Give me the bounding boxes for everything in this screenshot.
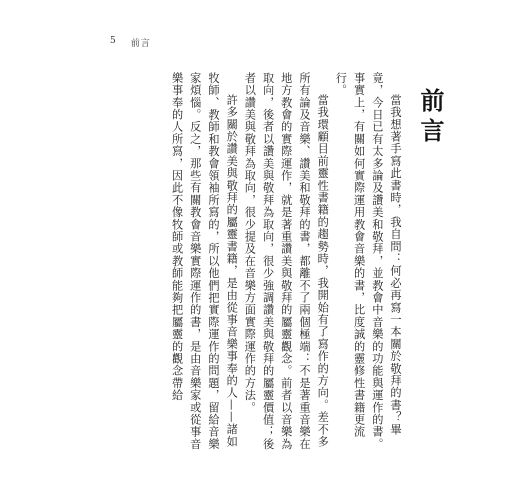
running-head-title: 前言	[130, 39, 151, 49]
paragraph-1: 當我想著手寫此書時，我自問：何必再寫一本關於敬拜的書？畢竟，今日已有太多論及讚美和敬拜，並教會中音樂的功能與運作的書。事實上，有關如何實際運用教會音樂的書，比度誠的靈修性書籍更流行。	[334, 72, 402, 451]
body-text	[104, 72, 404, 456]
chapter-title: 前言	[416, 88, 445, 148]
paragraph-3: 許多關於讚美與敬拜的屬靈書籍，是由從事音樂事奉的人——諸如牧師、教師和教會領袖所寫的，所以他們把實際運作的問題，留給音樂家煩惱。反之，那些有關教會音樂實際運作的書，是由音樂家或從事音樂事奉的人所寫，因此不像牧師或教師能夠把屬靈的觀念帶給	[170, 72, 239, 451]
page-number: 5	[110, 36, 117, 46]
paragraph-2: 當我環顧目前靈性書籍的趨勢時，我開始有了寫作的方向。差不多所有論及音樂、讚美和敬拜的書，都離不了兩個極端：不是著重音樂在地方教會的實際運作，就是著重讚美與敬拜的屬靈觀念。前者以音樂為取向，後者以讚美與敬拜為取向，很少強調讚美與敬拜的屬靈價值；後者以讚美與敬拜為取向，很少提及在音樂方面實際運作的方法。	[243, 72, 330, 451]
running-head	[110, 36, 151, 49]
